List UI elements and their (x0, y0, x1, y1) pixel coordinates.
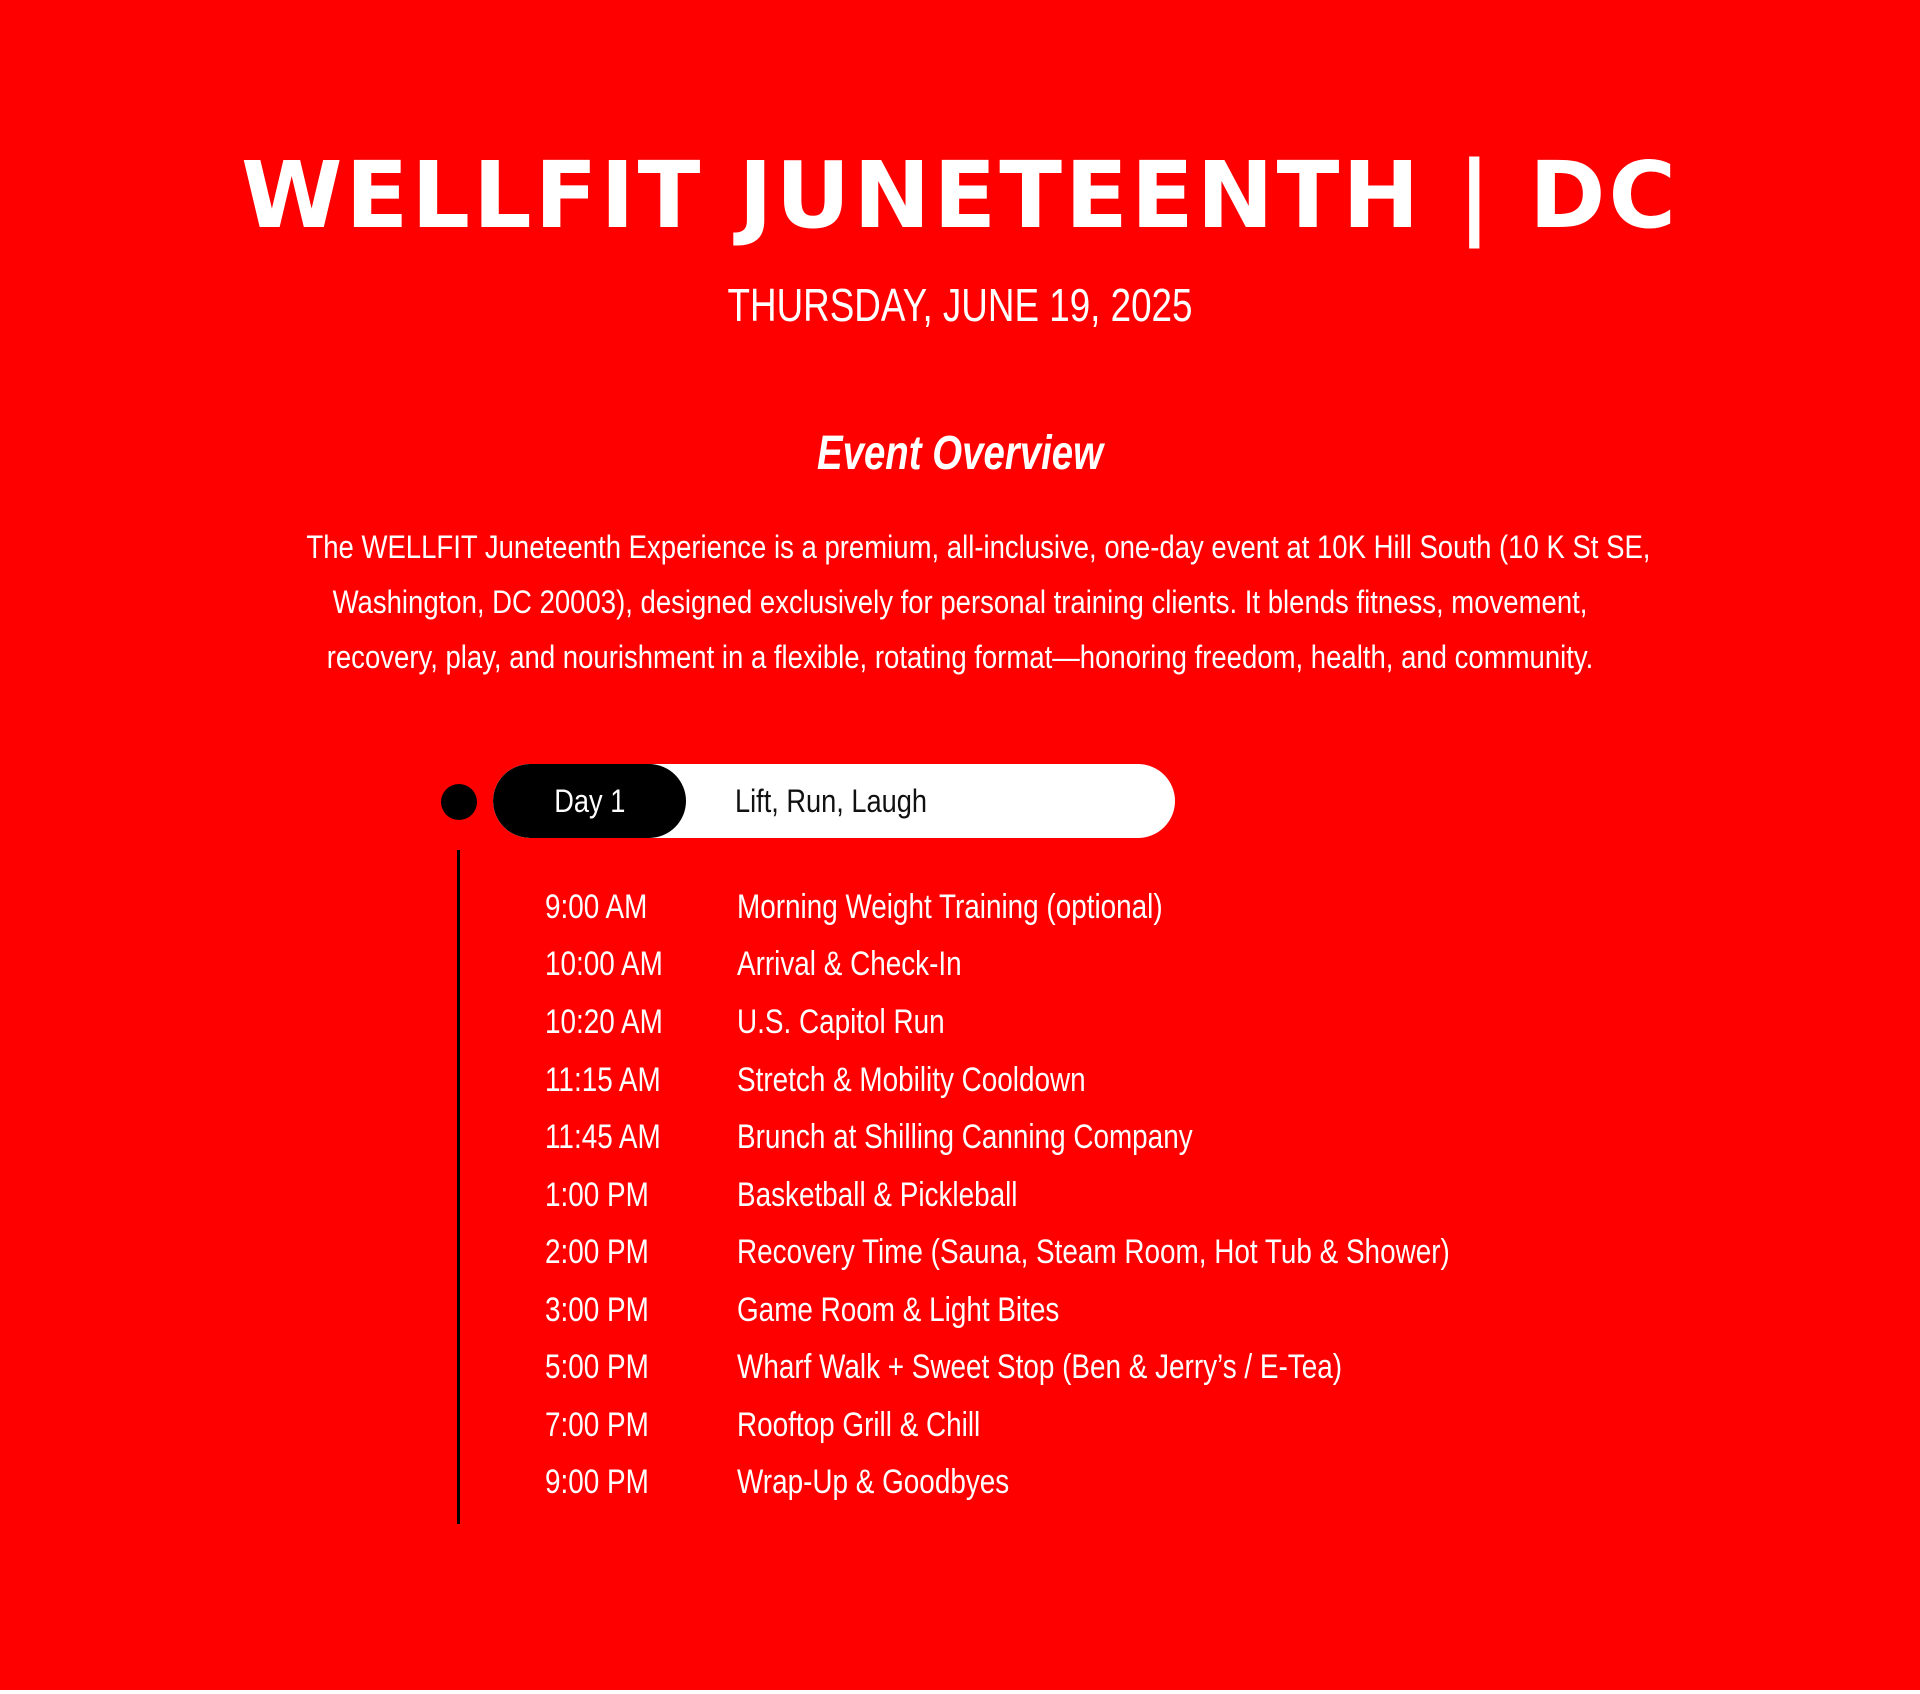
schedule-time: 11:45 AM (545, 1118, 661, 1156)
schedule-row (0, 883, 1920, 931)
overview-paragraph (200, 520, 1720, 685)
schedule-activity: Stretch & Mobility Cooldown (737, 1061, 1086, 1099)
schedule-activity: Brunch at Shilling Canning Company (737, 1118, 1193, 1156)
schedule-row (0, 1343, 1920, 1391)
schedule-time: 10:00 AM (545, 945, 663, 983)
schedule-activity: Wrap-Up & Goodbyes (737, 1463, 1010, 1501)
schedule-row (0, 1056, 1920, 1104)
schedule-activity: Game Room & Light Bites (737, 1291, 1060, 1329)
overview-line: recovery, play, and nourishment in a flexible, rotating format—honoring freedom, health, and community. (326, 639, 1594, 675)
event-date: THURSDAY, JUNE 19, 2025 (727, 279, 1193, 331)
overview-line: Washington, DC 20003), designed exclusively for personal training clients. It blends fitness, movement, (332, 584, 1588, 620)
day-theme (735, 764, 961, 838)
day-header-pill (493, 764, 1175, 838)
schedule-activity: Arrival & Check-In (737, 945, 962, 983)
schedule-row (0, 998, 1920, 1046)
overview-line: The WELLFIT Juneteenth Experience is a premium, all-inclusive, one-day event at 10K Hill South (10 K St SE, (306, 529, 1651, 565)
overview-heading: Event Overview (816, 427, 1103, 480)
schedule-row (0, 1401, 1920, 1449)
schedule-time: 2:00 PM (545, 1233, 649, 1271)
schedule-row (0, 1171, 1920, 1219)
bottom-border (0, 1690, 1920, 1694)
event-title: WELLFIT JUNETEENTH | DC (241, 142, 1679, 249)
schedule-time: 9:00 AM (545, 888, 648, 926)
schedule-row (0, 1228, 1920, 1276)
schedule-activity: Rooftop Grill & Chill (737, 1406, 981, 1444)
schedule-row (0, 1458, 1920, 1506)
day-tab (493, 764, 686, 838)
schedule-activity: Wharf Walk + Sweet Stop (Ben & Jerry’s / E-Tea) (737, 1348, 1343, 1386)
schedule-row (0, 940, 1920, 988)
schedule-time: 10:20 AM (545, 1003, 663, 1041)
day-label: Day 1 (553, 783, 626, 819)
schedule-time: 3:00 PM (545, 1291, 649, 1329)
day-theme-label: Lift, Run, Laugh (735, 783, 928, 819)
schedule-time: 9:00 PM (545, 1463, 649, 1501)
schedule-row (0, 1113, 1920, 1161)
schedule-time: 7:00 PM (545, 1406, 649, 1444)
schedule-time: 5:00 PM (545, 1348, 649, 1386)
schedule-activity: Morning Weight Training (optional) (737, 888, 1163, 926)
schedule-time: 1:00 PM (545, 1176, 649, 1214)
schedule-activity: U.S. Capitol Run (737, 1003, 945, 1041)
schedule-time: 11:15 AM (545, 1061, 661, 1099)
timeline-dot (441, 784, 477, 820)
schedule-activity: Basketball & Pickleball (737, 1176, 1018, 1214)
schedule-row (0, 1286, 1920, 1334)
schedule-activity: Recovery Time (Sauna, Steam Room, Hot Tub & Shower) (737, 1233, 1450, 1271)
